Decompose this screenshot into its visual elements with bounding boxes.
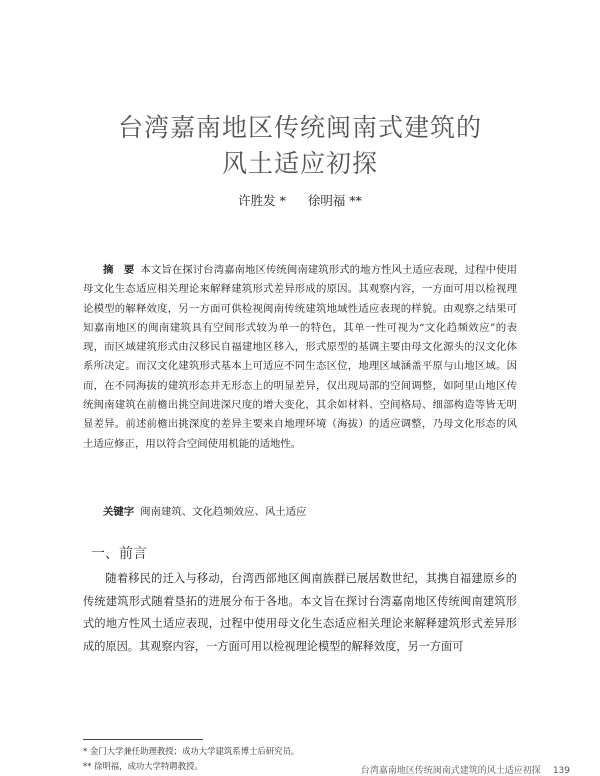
footnote-divider xyxy=(83,739,203,740)
keywords-text: 闽南建筑、文化趋频效应、风土适应 xyxy=(140,506,307,518)
running-head: 台湾嘉南地区传统闽南式建筑的风土适应初探 xyxy=(360,766,541,776)
author-2: 徐明福 ** xyxy=(307,193,362,208)
title-line-1: 台湾嘉南地区传统闽南式建筑的 xyxy=(117,113,482,142)
page-number: 139 xyxy=(552,766,570,776)
abstract-text: 本文旨在探讨台湾嘉南地区传统闽南建筑形式的地方性风土适应表现，过程中使用母文化生态适应相关理论来解释建筑形式差异形成的原因。其观察内容，一方面可用以检视理论模型的解释效度，另一方面可供检视闽南传统建筑地域性适应表现的样貌。由观察之结果可知嘉南地区的闽南建筑具有空间形式较为单一的特色，其单一性可视为“文化趋频效应”的表现，而区域建筑形式由汉移民自福建地区移入，形式原型的基调主要由母文化源头的汉文化体系所决定。而汉文化建筑形式基本上可适应不同生态区位，地理区域涵盖平原与山地区域。因而，在不同海拔的建筑形态并无形态上的明显差异，仅出现局部的空间调整，如阿里山地区传统闽南建筑在前檐出挑空间进深尺度的增大变化，其余如材料、空间格局、细部构造等皆无明显差异。前述前檐出挑深度的差异主要来自地理环境（海拔）的适应调整，乃母文化形态的风土适应修正，用以符合空间使用机能的适地性。 xyxy=(83,264,517,450)
section-heading: 一、前言 xyxy=(91,546,147,562)
body-paragraph: 随着移民的迁入与移动，台湾西部地区闽南族群已展居数世纪，其携自福建原乡的传统建筑形式随着垦拓的进展分布于各地。本文旨在探讨台湾嘉南地区传统闽南建筑形式的地方性风土适应表现，过程中使用母文化生态适应相关理论来解释建筑形式差异形成的原因。其观察内容，一方面可用以检视理论模型的解释效度，另一方面可 xyxy=(83,572,517,653)
footnote-2: ** 徐明福，成功大学特聘教授。 xyxy=(83,761,203,771)
footnote-1: * 金门大学兼任助理教授；成功大学建筑系博士后研究员。 xyxy=(83,746,300,756)
authors xyxy=(0,191,600,209)
author-1: 许胜发 * xyxy=(238,193,286,208)
keywords xyxy=(103,503,517,518)
title-line-2: 风土适应初探 xyxy=(221,149,378,178)
keywords-label: 关键字 xyxy=(103,506,135,518)
abstract xyxy=(83,261,517,454)
abstract-label: 摘 要 xyxy=(103,264,135,276)
